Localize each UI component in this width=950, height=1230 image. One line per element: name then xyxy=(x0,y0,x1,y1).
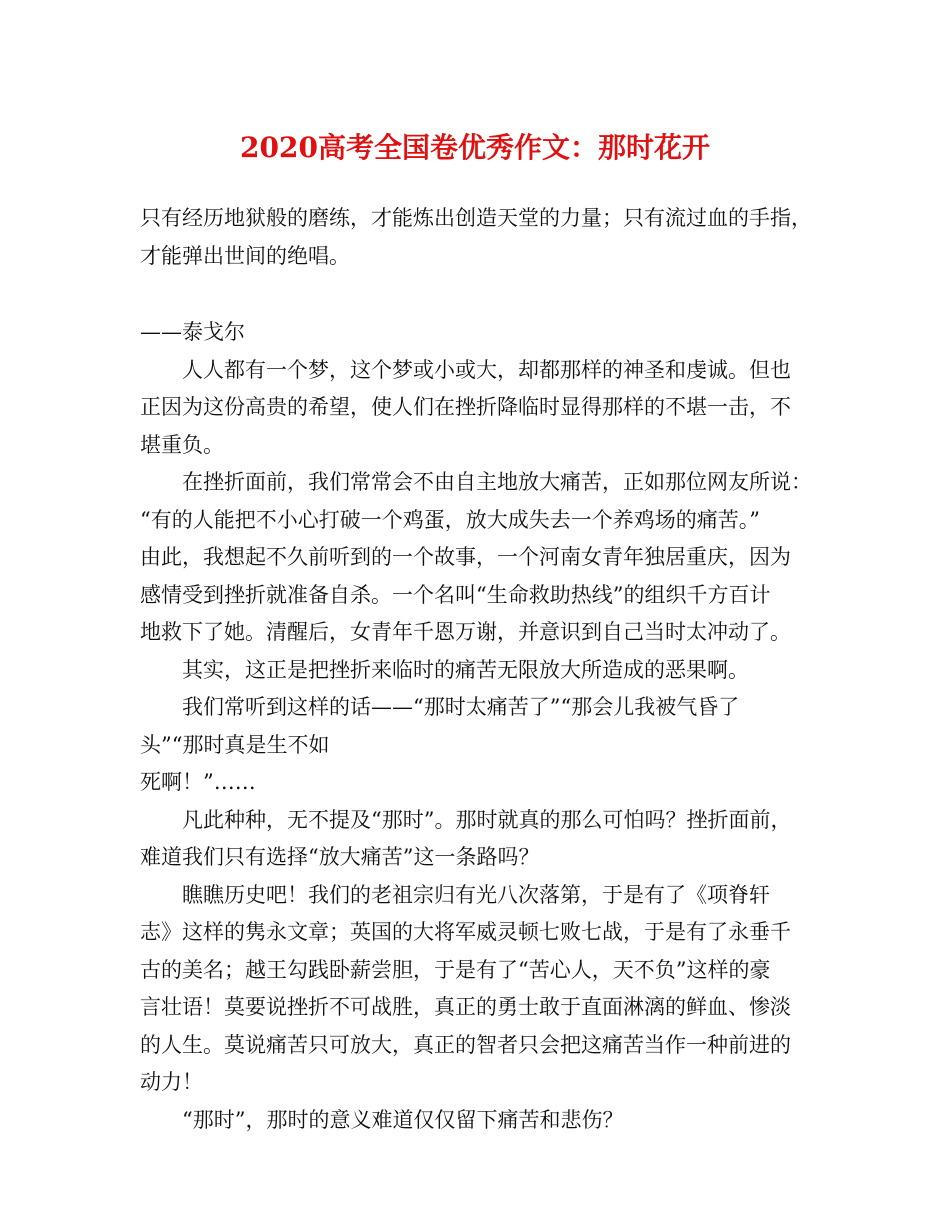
epigraph-attribution: ——泰戈尔 xyxy=(140,320,245,344)
paragraph-gap xyxy=(140,275,830,314)
paragraph-line: 的人生。莫说痛苦只可放大，真正的智者只会把这痛苦当作一种前进的 xyxy=(140,1032,791,1057)
paragraph-line: 瞧瞧历史吧！我们的老祖宗归有光八次落第，于是有了《项脊轩 xyxy=(182,882,770,907)
document-title: 2020高考全国卷优秀作文：那时花开 xyxy=(240,131,710,164)
paragraph-line: “有的人能把不小心打破一个鸡蛋，放大成失去一个养鸡场的痛苦。” xyxy=(140,507,760,532)
paragraph-line: 地救下了她。清醒后，女青年千恩万谢，并意识到自己当时太冲动了。 xyxy=(140,620,791,644)
paragraph-line: 难道我们只有选择“放大痛苦”这一条路吗？ xyxy=(140,845,540,869)
paragraph-line: 其实，这正是把挫折来临时的痛苦无限放大所造成的恶果啊。 xyxy=(182,657,749,682)
paragraph-line: 人人都有一个梦，这个梦或小或大，却都那样的神圣和虔诚。但也 xyxy=(182,357,791,382)
paragraph-line: 古的美名；越王勾践卧薪尝胆，于是有了“苦心人，天不负”这样的豪 xyxy=(140,957,771,982)
paragraph-line: 堪重负。 xyxy=(140,432,224,457)
document-body xyxy=(140,200,830,1139)
epigraph-line: 只有经历地狱般的磨练，才能炼出创造天堂的力量；只有流过血的手指， xyxy=(140,206,812,230)
paragraph-line: 在挫折面前，我们常常会不由自主地放大痛苦，正如那位网友所说： xyxy=(182,470,812,494)
paragraph-line: 死啊！”…… xyxy=(140,770,256,794)
paragraph-line: “那时”，那时的意义难道仅仅留下痛苦和悲伤？ xyxy=(182,1107,624,1132)
paragraph-line: 我们常听到这样的话——“那时太痛苦了”“那会儿我被气昏了 xyxy=(182,695,740,719)
paragraph-line: 感情受到挫折就准备自杀。一个名叫“生命救助热线”的组织千方百计 xyxy=(140,582,771,607)
paragraph-line: 志》这样的隽永文章；英国的大将军威灵顿七败七战，于是有了永垂千 xyxy=(140,920,791,944)
paragraph-line: 由此，我想起不久前听到的一个故事，一个河南女青年独居重庆，因为 xyxy=(140,545,791,569)
paragraph-line: 凡此种种，无不提及“那时”。那时就真的那么可怕吗？挫折面前， xyxy=(182,807,792,832)
paragraph-line: 动力！ xyxy=(140,1070,203,1094)
paragraph-line: 言壮语！莫要说挫折不可战胜，真正的勇士敢于直面淋漓的鲜血、惨淡 xyxy=(140,995,791,1019)
paragraph-line: 头”“那时真是生不如 xyxy=(140,732,330,757)
epigraph-line: 才能弹出世间的绝唱。 xyxy=(140,243,350,268)
paragraph-line: 正因为这份高贵的希望，使人们在挫折降临时显得那样的不堪一击，不 xyxy=(140,395,791,419)
